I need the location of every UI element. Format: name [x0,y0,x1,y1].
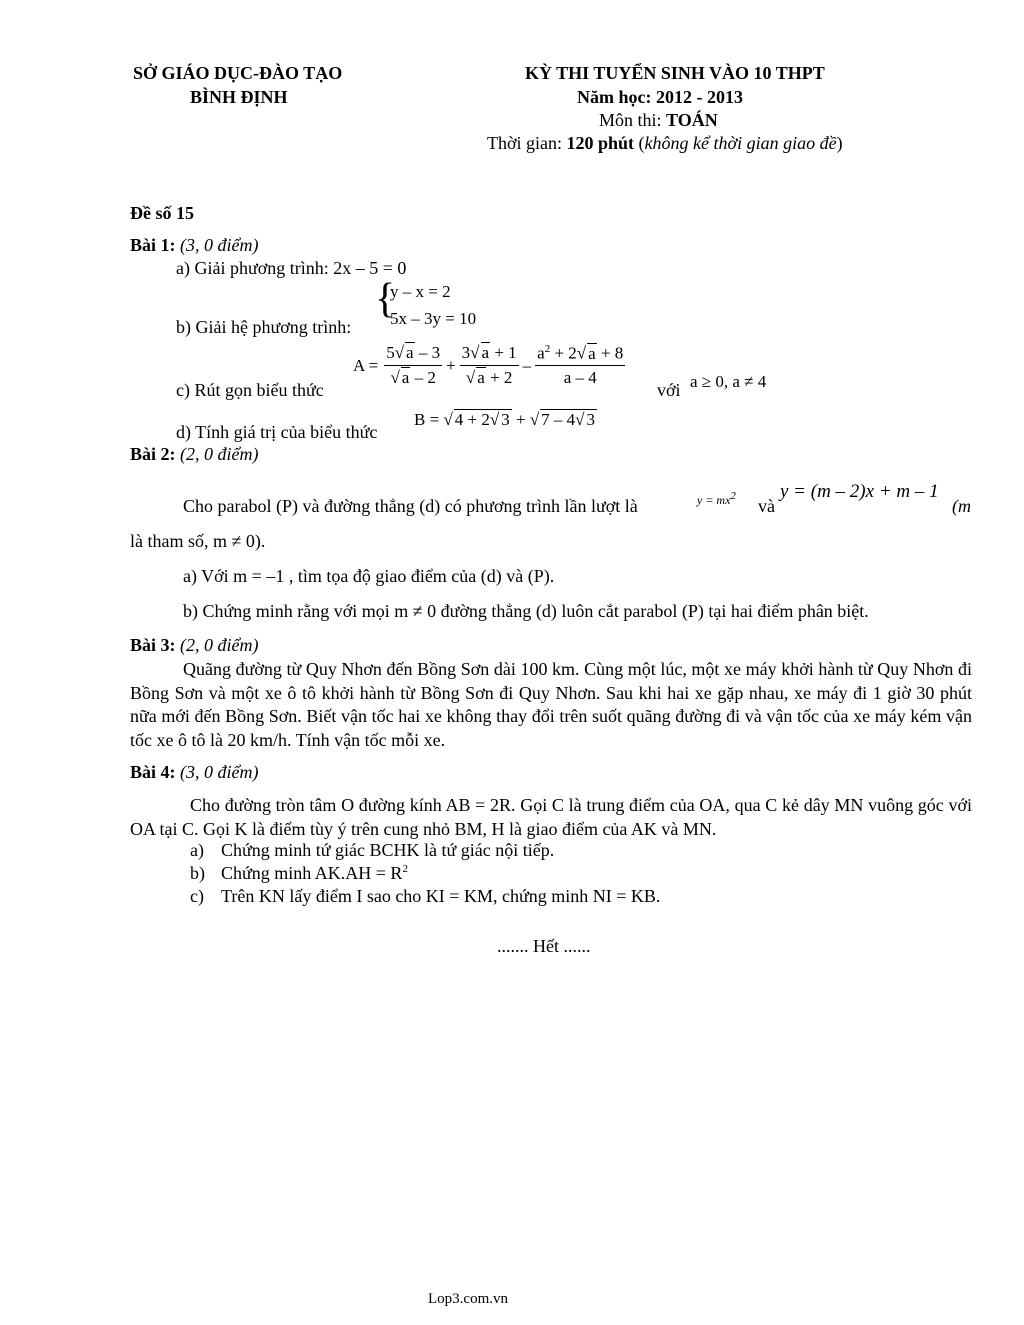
time-label: Thời gian: [487,133,567,153]
fraction-2-numerator: 3√ a + 1 [460,343,519,366]
f3-num-coef: + 2 [550,343,577,363]
school-year: Năm học: 2012 - 2013 [577,87,743,107]
radical-2: 7 – 4√ 3 [541,410,595,429]
expression-B: B = √ 4 + 2√ 3 + √ 7 – 4√ 3 [414,410,595,429]
bai1-a: a) Giải phương trình: 2x – 5 = 0 [176,258,407,278]
B-equals: B = [414,410,440,429]
bai1-b-label: b) Giải hệ phương trình: [176,317,352,337]
time-note-close: ) [836,133,843,153]
system-eq1: y – x = 2 [390,282,451,301]
bai3-body: Quãng đường từ Quy Nhơn đến Bồng Sơn dài 100 km. Cùng một lúc, một xe máy khởi hành từ Quy Nhơn đi Bồng Sơn và một xe ô tô khởi hành từ Bồng Sơn đi Quy Nhơn. Sau khi hai xe gặp nhau, xe máy đi 1 giờ 30 phút nữa mới đến Bồng Sơn. Biết vận tốc hai xe không thay đổi trên suốt quãng đường đi và vận tốc của xe máy kém vận tốc xe ô tô là 20 km/h. Tính vận tốc mỗi xe. [130,659,972,750]
f2-den-const: + 2 [485,367,513,387]
system-eq2: 5x – 3y = 10 [390,309,477,328]
f2-num-coef: 3 [461,343,471,363]
B-plus: + [511,410,530,429]
bai1-title: Bài 1: [130,235,176,255]
f3-num-exp: 2 [544,343,551,355]
condition: a ≥ 0, a ≠ 4 [690,372,767,391]
bai4-b [221,863,408,884]
bai4-c: Trên KN lấy điểm I sao cho KI = KM, chứng minh NI = KB. [221,886,661,906]
subject-line [599,110,718,131]
bai4-title: Bài 4: [130,762,176,782]
radical-1-inner: 3 [501,410,510,429]
fraction-2-denominator: √ a + 2 [465,367,513,387]
exam-number: Đề số 15 [130,203,194,223]
province-name: BÌNH ĐỊNH [190,87,288,107]
with-word: với [657,380,681,400]
f1-num-rad: a [406,343,414,363]
department-name: SỞ GIÁO DỤC-ĐÀO TẠO [133,63,343,83]
f3-num-var: a [537,343,545,363]
bai1-d-label: d) Tính giá trị của biểu thức [176,422,378,442]
and-word: và [758,496,775,516]
bai2-intro-cont: là tham số, m ≠ 0). [130,531,266,551]
bai4-heading [130,762,259,783]
bai2-a: a) Với m = –1 , tìm tọa độ giao điểm của (d) và (P). [183,566,555,586]
f2-num-rad: a [481,343,490,363]
bai4-points: (3, 0 điểm) [175,762,259,782]
subject-label: Môn thi: [599,110,667,130]
f1-num-const: – 3 [414,343,441,363]
fraction-3-denominator: a – 4 [563,368,597,388]
bai4-c-label: c) [190,886,204,906]
bai2-intro: Cho parabol (P) và đường thẳng (d) có phương trình lần lượt là [183,496,638,516]
bai4-a-label: a) [190,840,204,860]
fraction-1 [384,343,442,387]
fraction-3-numerator: $a^2 + 2√$ a + 8 [535,343,625,366]
f2-den-rad: a [477,367,485,387]
bai3-points: (2, 0 điểm) [175,635,259,655]
fraction-3 [535,343,625,388]
bai4-b-text: Chứng minh AK.AH = R [221,863,403,883]
bai2-b: b) Chứng minh rằng với mọi m ≠ 0 đường thẳng (d) luôn cắt parabol (P) tại hai điểm phân biệt. [183,601,869,621]
expression-A [353,343,625,388]
time-note: không kể thời gian giao đề [644,133,837,153]
param-open: (m [952,496,971,516]
bai4-b-label: b) [190,863,205,883]
bai1-heading [130,235,259,256]
time-note-open: ( [634,133,645,153]
plus-sign: + [446,355,456,375]
bai4-a: Chứng minh tứ giác BCHK là tứ giác nội tiếp. [221,840,555,860]
bai2-heading [130,444,259,465]
fraction-2 [460,343,519,387]
bai3-heading [130,635,259,656]
subject-name: TOÁN [666,110,718,130]
bai1-c-label: c) Rút gọn biểu thức [176,380,324,400]
bai2-title: Bài 2: [130,444,176,464]
radical-2-text: 7 – 4 [541,410,576,429]
minus-sign: – [522,355,532,375]
f1-num-coef: 5 [386,343,395,363]
f3-num-rad: a [588,343,596,363]
fraction-1-numerator: 5√ a – 3 [384,343,442,366]
line-eq: y = (m – 2)x + m – 1 [780,481,939,502]
bai2-points: (2, 0 điểm) [175,444,259,464]
system-brace: { [375,276,396,322]
radical-1-text: 4 + 2 [454,410,490,429]
bai3-title: Bài 3: [130,635,176,655]
footer-site: Lop3.com.vn [428,1291,508,1307]
fraction-1-denominator: √ a – 2 [390,367,436,387]
A-equals: A = [353,355,379,375]
time-line [487,133,843,154]
bai1-points: (3, 0 điểm) [175,235,259,255]
end-mark: ....... Hết ...... [497,936,591,956]
bai4-b-exp: 2 [402,863,408,875]
radical-2-inner: 3 [586,410,595,429]
bai4-body: Cho đường tròn tâm O đường kính AB = 2R. Gọi C là trung điểm của OA, qua C kẻ dây MN vuông góc với OA tại C. Gọi K là điểm tùy ý trên cung nhỏ BM, H là giao điểm của AK và MN. [130,795,972,839]
radical-1: 4 + 2√ 3 [454,410,510,429]
exam-title: KỲ THI TUYỂN SINH VÀO 10 THPT [525,63,825,83]
f1-den-const: – 2 [410,367,436,387]
f1-den-rad: a [401,367,410,387]
parabola-eq-text: y = mx [697,493,731,507]
time-value: 120 phút [566,133,635,153]
f3-num-const: + 8 [596,343,624,363]
f2-num-const: + 1 [490,343,517,363]
parabola-eq [697,490,736,508]
parabola-exp: 2 [730,490,736,502]
